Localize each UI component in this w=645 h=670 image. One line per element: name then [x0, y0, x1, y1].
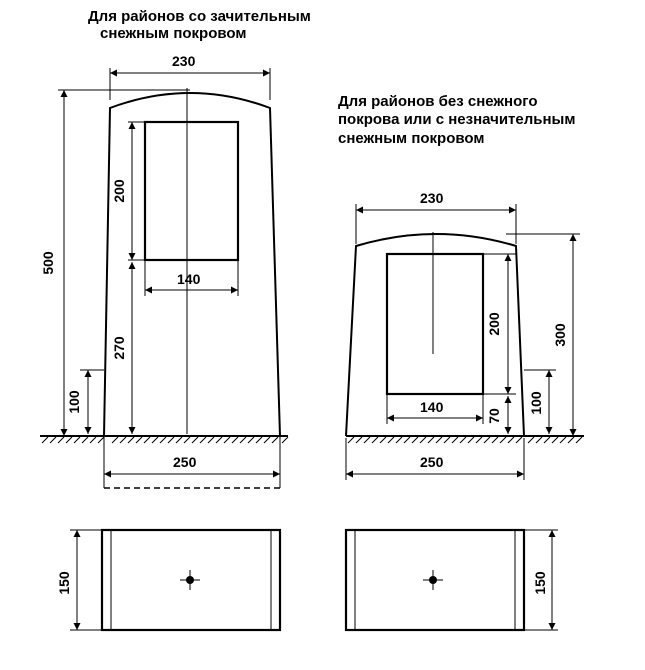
left-dim-total-height-label: 500 — [40, 251, 56, 275]
right-window — [387, 254, 483, 394]
right-dim-window-height-label: 200 — [486, 312, 502, 336]
left-dim-window-bottom-label: 270 — [111, 336, 127, 360]
right-title-line-1: Для районов без снежного — [338, 93, 538, 110]
left-dim-snow-height-label: 100 — [66, 390, 82, 414]
right-title — [338, 93, 575, 147]
right-dim-plan-depth-label: 150 — [532, 571, 548, 595]
left-title-line-1: Для районов со зачительным — [88, 8, 311, 25]
left-dim-top-width-label: 230 — [172, 53, 196, 69]
left-plan-view — [56, 530, 280, 630]
right-ground-hatch — [348, 437, 582, 443]
left-ground-hatch — [42, 437, 288, 443]
right-dim-window-width-label: 140 — [420, 399, 444, 415]
right-elevation — [346, 190, 584, 480]
right-dim-base-width-label: 250 — [420, 454, 444, 470]
left-dim-window-height-label: 200 — [111, 179, 127, 203]
left-title-line-2: снежным покровом — [100, 25, 247, 42]
left-plan-bolt-icon — [180, 570, 200, 590]
left-dim-window-width-label: 140 — [177, 271, 201, 287]
right-dim-top-width-label: 230 — [420, 190, 444, 206]
right-plan-bolt-icon — [423, 570, 443, 590]
right-dim-total-height-label: 300 — [552, 323, 568, 347]
right-title-line-2: покрова или с незначительным — [338, 111, 576, 128]
right-dim-window-bottom-label: 70 — [486, 408, 502, 424]
right-plan-view — [346, 530, 558, 630]
left-dim-plan-depth-label: 150 — [56, 571, 72, 595]
right-dim-snow-height-label: 100 — [528, 391, 544, 415]
left-title — [88, 8, 311, 42]
left-elevation — [40, 53, 288, 488]
left-dim-base-width-label: 250 — [173, 454, 197, 470]
left-post-outline — [104, 93, 280, 436]
left-window — [145, 122, 238, 260]
right-title-line-3: снежным покровом — [338, 130, 485, 147]
